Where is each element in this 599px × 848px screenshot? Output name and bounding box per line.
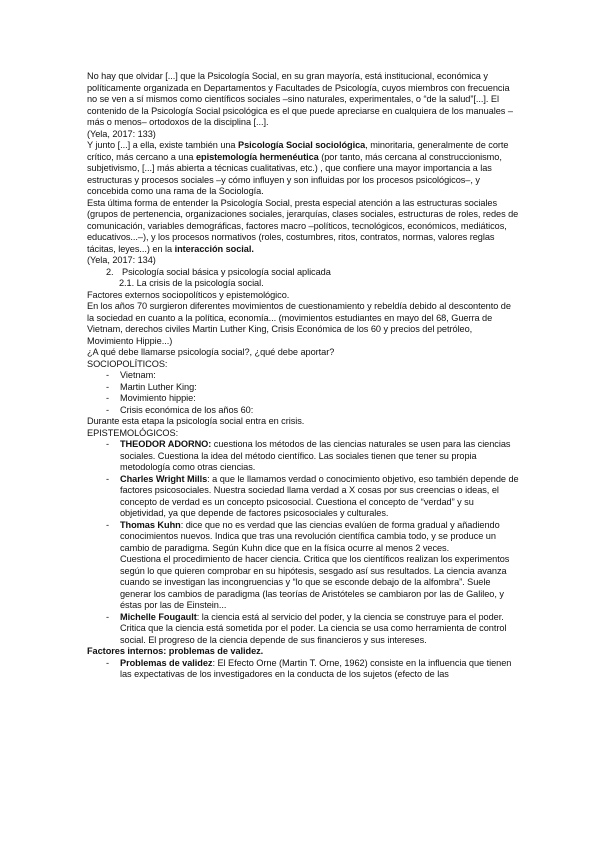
list-bullet: -	[106, 519, 110, 530]
list-item	[87, 474, 519, 520]
list-item-text	[120, 658, 519, 681]
list-bullet: -	[106, 473, 110, 484]
text-run: Durante esta etapa la psicología social entra en crisis.	[87, 416, 305, 426]
paragraph	[87, 646, 519, 658]
list-item-paragraph	[120, 612, 519, 647]
section-heading	[87, 267, 519, 279]
paragraph	[87, 301, 519, 347]
text-run: : la ciencia está al servicio del poder, y la ciencia se construye para el poder. Critica que la ciencia está sometida por el poder. La ciencia se usa como herramienta de control social. El progreso de la ciencia depende de sus financieros y sus intereses.	[120, 611, 507, 645]
list-item-paragraph	[120, 658, 519, 681]
list-item-text	[120, 393, 519, 405]
paragraph	[87, 290, 519, 302]
list-bullet: -	[106, 370, 110, 380]
bold-text: Problemas de validez	[120, 657, 213, 668]
list-item	[87, 382, 519, 394]
text-run: Cuestiona el procedimiento de hacer ciencia. Critica que los científicos realizan los experimentos según lo que quieren comprobar en su hipótesis, sesgado así sus resultados. La ciencia avanza cuando se investigan las incongruencias y “lo que se esconde debajo de la alfombra”. Suele generar los cambios de paradigma (las teorías de Aristóteles se cambiaron por las de Galileo, y éstas por las de Einstein...	[120, 554, 510, 610]
text-run: Movimiento hippie:	[120, 393, 196, 403]
text-run: Vietnam:	[120, 370, 156, 380]
list-item	[87, 612, 519, 647]
list-item-paragraph	[120, 370, 519, 382]
text-run: EPISTEMOLÓGICOS:	[87, 427, 179, 438]
list-item	[87, 520, 519, 612]
text-run: SOCIOPOLÍTICOS:	[87, 358, 168, 369]
list-bullet: -	[106, 404, 110, 415]
text-run: cuestiona los métodos de las ciencias naturales se usen para las ciencias sociales. Cuestiona la idea del método científico. Las sociales tienen que tener su propia metodología como otras ciencias.	[120, 439, 511, 472]
bold-text: Charles Wright Mills	[120, 473, 208, 484]
list-item	[87, 658, 519, 681]
text-run: En los años 70 surgieron diferentes movimientos de cuestionamiento y rebeldía debido al descontento de la sociedad en cuanto a la política, economía... (movimientos estudiantes en mayo del 68, Guerra de Vietnam, derechos civiles Martin Luther King, Crisis Económica de los 60 y precios del petróleo, Movimiento Hippie...)	[87, 301, 511, 346]
text-run: (Yela, 2017: 134)	[87, 255, 156, 265]
bold-text: Psicología Social sociológica	[238, 140, 366, 150]
paragraph	[87, 347, 519, 359]
list-item-text	[120, 382, 519, 394]
paragraph	[87, 359, 519, 371]
list-item-continuation	[120, 554, 519, 612]
list-item-paragraph	[120, 439, 519, 474]
subsection-heading	[87, 278, 519, 290]
list-item	[87, 370, 519, 382]
paragraph	[87, 255, 519, 267]
text-run: Y junto [...] a ella, existe también una	[87, 140, 238, 150]
list-item-paragraph	[120, 520, 519, 555]
list-item-text	[120, 405, 519, 417]
bold-text: THEODOR ADORNO:	[120, 439, 212, 449]
text-run: Factores externos sociopolíticos y epistemológico.	[87, 289, 290, 300]
bold-text: Factores internos: problemas de validez.	[87, 646, 264, 656]
text-run: (Yela, 2017: 133)	[87, 128, 156, 139]
list-item-text	[120, 439, 519, 474]
list-item-paragraph	[120, 382, 519, 394]
paragraph	[87, 71, 519, 129]
list-bullet: -	[106, 381, 110, 392]
list-item	[87, 393, 519, 405]
list-number: 2.	[106, 266, 114, 277]
text-run: Crisis económica de los años 60:	[120, 404, 254, 415]
list-item-text	[120, 370, 519, 382]
text-run: No hay que olvidar [...] que la Psicología Social, en su gran mayoría, está institucional, económica y políticamente organizada en Departamentos y Facultades de Psicología, cuyos miembros con frecuencia no se ven a sí mismos como científicos sociales –sino naturales, experimentales, o “de la salud”[...]. El contenido de la Psicología Social psicológica es el que puede apreciarse en cualquiera de los manuales –más o menos– ortodoxos de la disciplina [...].	[87, 71, 513, 127]
bold-text: Thomas Kuhn	[120, 519, 181, 530]
text-run: : El Efecto Orne (Martin T. Orne, 1962) consiste en la influencia que tienen las expectativas de los investigadores en la conducta de los sujetos (efecto de las	[120, 657, 512, 679]
list-item-text	[120, 520, 519, 612]
paragraph	[87, 140, 519, 198]
list-item-text	[120, 474, 519, 520]
paragraph	[87, 416, 519, 428]
bold-text: interacción social.	[174, 243, 254, 254]
list-item-paragraph	[120, 405, 519, 417]
text-run: (por tanto, más cercana al construccionismo, subjetivismo, [...] más abierta a técnicas cualitativas, etc.) , que confiere una mayor importancia a las estructuras y procesos sociales –y cómo influyen y son influidas por los procesos psicológicos–, y concebida como una rama de la Sociología.	[87, 151, 502, 196]
text-run: Martin Luther King:	[120, 381, 197, 392]
bold-text: Michelle Fougault	[120, 611, 197, 622]
bold-text: epistemología hermenéutica	[195, 151, 319, 162]
text-run: Esta última forma de entender la Psicología Social, presta especial atención a las estructuras sociales (grupos de pertenencia, organizaciones sociales, jerarquías, clases sociales, estructuras de roles, redes de comunicación, variables demográficas, factores macro –políticos, tecnológicos, económicos, mediáticos, educativos...–), y los procesos normativos (roles, costumbres, ritos, contratos, normas, valores reglas tácitas, leyes...) en la	[87, 197, 519, 254]
list-item-paragraph	[120, 393, 519, 405]
list-bullet: -	[106, 657, 110, 668]
list-bullet: -	[106, 393, 110, 403]
text-run: : dice que no es verdad que las ciencias evalúen de forma gradual y añadiendo conocimientos nuevos. Indica que tras una revolución científica cambia todo, y se produce un cambio de paradigma. Según Kuhn dice que en la física ocurre al menos 2 veces.	[120, 519, 500, 553]
list-bullet: -	[106, 439, 110, 449]
list-item-paragraph	[120, 474, 519, 520]
document-page	[87, 71, 519, 681]
text-run: , minoritaria, generalmente de corte crítico, más cercano a una	[87, 140, 509, 162]
list-item	[87, 405, 519, 417]
paragraph	[87, 428, 519, 440]
list-item-text	[120, 612, 519, 647]
paragraph	[87, 198, 519, 256]
text-run: ¿A qué debe llamarse psicología social?, ¿qué debe aportar?	[87, 347, 335, 357]
list-item	[87, 439, 519, 474]
list-bullet: -	[106, 611, 110, 622]
paragraph	[87, 129, 519, 141]
text-run: 2.1. La crisis de la psicología social.	[119, 278, 264, 288]
text-run: Psicología social básica y psicología social aplicada	[122, 266, 331, 277]
text-run: : a que le llamamos verdad o conocimiento objetivo, eso también depende de factores psicosociales. Nuestra sociedad llama verdad a X cosas por sus creencias o ideas, el concepto de verdad es un concepto psicosocial. Cuestiona el concepto de “verdad” y su objetividad, ya que depende de factores psicosociales y culturales.	[120, 473, 519, 518]
